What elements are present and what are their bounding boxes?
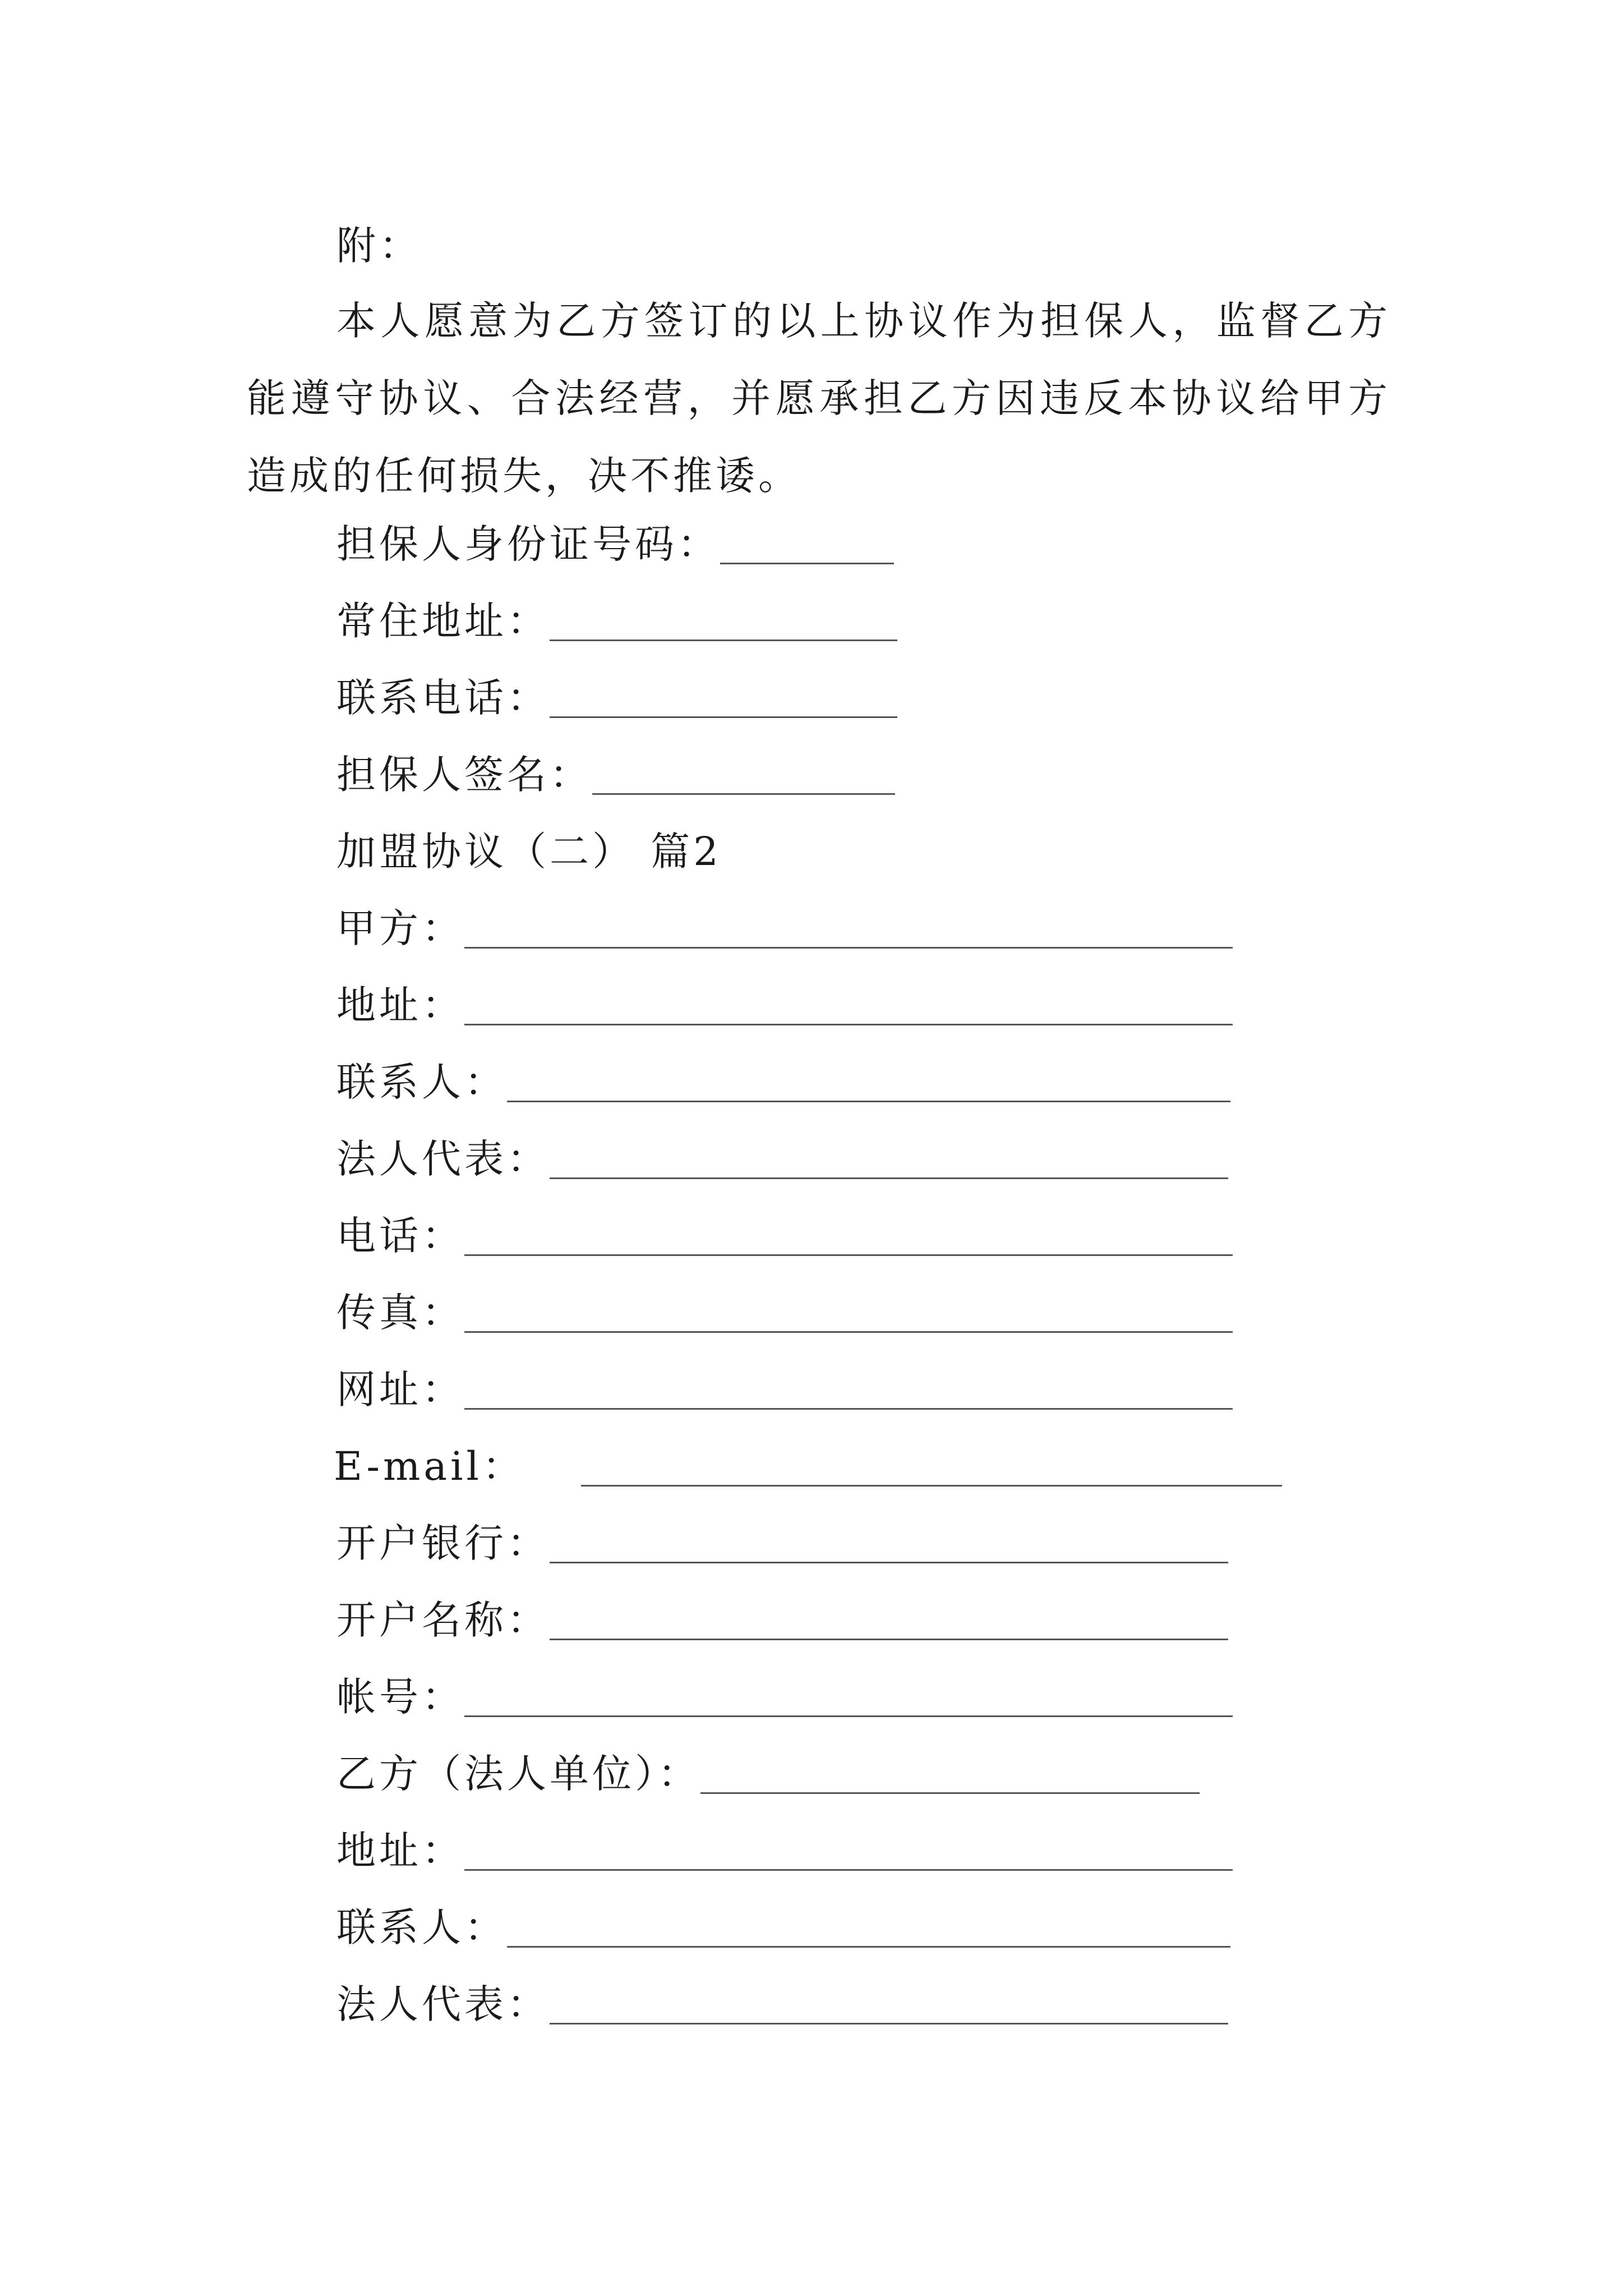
party-a-phone-blank[interactable] xyxy=(464,1254,1233,1256)
party-a-email-label: E-mail： xyxy=(334,1443,525,1489)
party-a-website-field[interactable] xyxy=(336,1361,1233,1418)
party-a-website-blank[interactable] xyxy=(464,1408,1233,1410)
party-b-name-blank[interactable] xyxy=(700,1792,1200,1794)
party-a-contact-field[interactable] xyxy=(336,1054,1230,1110)
party-b-legal-rep-blank[interactable] xyxy=(550,2023,1228,2024)
party-b-contact-field[interactable] xyxy=(336,1899,1230,1955)
party-b-contact-label: 联系人： xyxy=(336,1904,507,1950)
guarantor-signature-field[interactable] xyxy=(336,747,895,803)
party-a-name-label: 甲方： xyxy=(336,905,464,951)
guarantor-signature-blank[interactable] xyxy=(592,793,895,795)
party-b-address-label: 地址： xyxy=(336,1828,464,1874)
party-a-legal-rep-field[interactable] xyxy=(336,1131,1228,1187)
party-a-legal-rep-label: 法人代表： xyxy=(336,1136,550,1182)
guarantor-phone-field[interactable] xyxy=(336,670,897,726)
section-title: 加盟协议（二） 篇2 xyxy=(336,829,722,875)
guarantor-id-field[interactable] xyxy=(336,516,894,572)
guarantee-paragraph: 本人愿意为乙方签订的以上协议作为担保人，监督乙方能遵守协议、合法经营，并愿承担乙方因违反本协议给甲方造成的任何损失，决不推诿。 xyxy=(247,298,1391,499)
party-a-phone-label: 电话： xyxy=(336,1213,464,1259)
party-b-name-label: 乙方（法人单位）： xyxy=(336,1751,700,1797)
guarantor-id-label: 担保人身份证号码： xyxy=(336,521,720,567)
party-a-fax-label: 传真： xyxy=(336,1290,464,1336)
party-a-account-name-label: 开户名称： xyxy=(336,1597,550,1643)
party-a-name-field[interactable] xyxy=(336,900,1233,956)
party-a-bank-field[interactable] xyxy=(336,1515,1228,1571)
guarantor-id-blank[interactable] xyxy=(720,563,894,564)
party-a-phone-field[interactable] xyxy=(336,1208,1233,1264)
party-a-name-blank[interactable] xyxy=(464,947,1233,949)
party-a-contact-label: 联系人： xyxy=(336,1059,507,1105)
party-a-legal-rep-blank[interactable] xyxy=(550,1177,1228,1179)
party-a-address-label: 地址： xyxy=(336,982,464,1028)
party-a-fax-blank[interactable] xyxy=(464,1331,1233,1333)
party-a-account-name-blank[interactable] xyxy=(550,1639,1228,1640)
guarantor-phone-label: 联系电话： xyxy=(336,675,550,721)
party-a-account-number-blank[interactable] xyxy=(464,1715,1233,1717)
guarantor-signature-label: 担保人签名： xyxy=(336,752,592,798)
party-a-email-blank[interactable] xyxy=(581,1485,1282,1487)
party-a-bank-label: 开户银行： xyxy=(336,1520,550,1566)
party-a-contact-blank[interactable] xyxy=(507,1101,1230,1102)
party-a-website-label: 网址： xyxy=(336,1366,464,1412)
guarantor-address-label: 常住地址： xyxy=(336,598,550,644)
party-b-legal-rep-field[interactable] xyxy=(336,1976,1228,2032)
party-a-account-number-field[interactable] xyxy=(336,1669,1233,1725)
guarantor-address-field[interactable] xyxy=(336,593,897,649)
party-a-account-name-field[interactable] xyxy=(336,1592,1228,1648)
guarantor-address-blank[interactable] xyxy=(550,639,897,641)
party-b-address-blank[interactable] xyxy=(464,1869,1233,1871)
party-a-address-field[interactable] xyxy=(336,977,1233,1033)
party-a-address-blank[interactable] xyxy=(464,1024,1233,1025)
guarantor-phone-blank[interactable] xyxy=(550,716,897,718)
party-a-fax-field[interactable] xyxy=(336,1285,1233,1341)
appendix-heading: 附： xyxy=(336,223,422,269)
party-b-legal-rep-label: 法人代表： xyxy=(336,1981,550,2027)
party-a-email-field[interactable] xyxy=(334,1438,1282,1494)
party-a-account-number-label: 帐号： xyxy=(336,1674,464,1720)
party-a-bank-blank[interactable] xyxy=(550,1562,1228,1563)
party-b-name-field[interactable] xyxy=(336,1746,1200,1802)
party-b-contact-blank[interactable] xyxy=(507,1946,1230,1948)
party-b-address-field[interactable] xyxy=(336,1823,1233,1879)
